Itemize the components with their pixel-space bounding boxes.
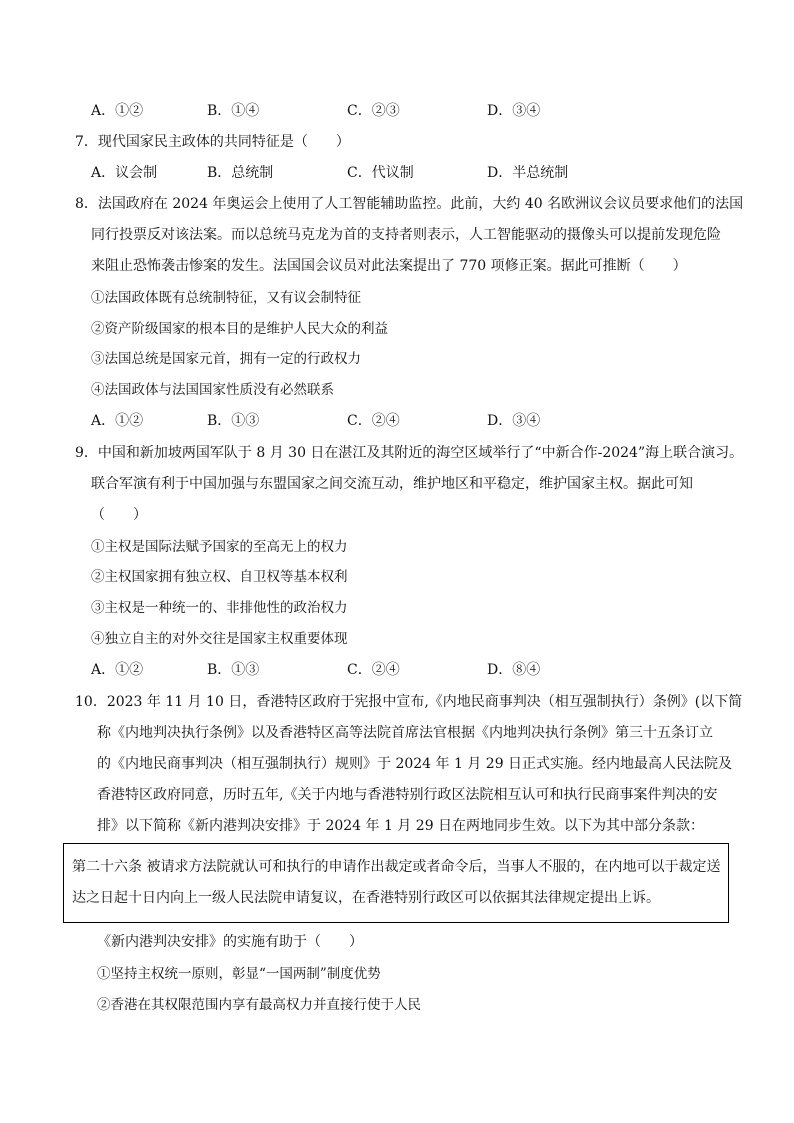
q9-stem-line: 9．中国和新加坡两国军队于 8 月 30 日在湛江及其附近的海空区域举行了“中新合作-2024”海上联合演习。 [75,445,744,461]
q8-stem-line: 来阻止恐怖袭击惨案的发生。法国国会议员对此法案提出了 770 项修正案。据此可推断（ ） [91,258,687,274]
q9-option-d: D．⑧④ [487,662,541,678]
q9-item: ④独立自主的对外交往是国家主权重要体现 [91,631,348,647]
q9-item: ①主权是国际法赋予国家的至高无上的权力 [91,539,348,555]
q7-option-c: C．代议制 [347,165,414,181]
q10-stem-line: 10．2023 年 11 月 10 日，香港特区政府于宪报中宣布,《内地民商事判决（相互强制执行）条例》(以下简 [75,694,743,710]
q7-option-b: B．总统制 [207,165,274,181]
article-box [63,843,729,923]
q10-item: ①坚持主权统一原则，彰显“一国两制”制度优势 [97,966,381,982]
q9-item: ②主权国家拥有独立权、自卫权等基本权利 [91,569,348,585]
q7-option-d: D．半总统制 [487,165,569,181]
q9-option-c: C．②④ [347,662,400,678]
q10-stem-line: 的《内地民商事判决（相互强制执行）规则》于 2024 年 1 月 29 日正式实施。经内地最高人民法院及 [97,756,733,772]
q8-item: ④法国政体与法国国家性质没有必然联系 [91,382,334,398]
q10-stem-line: 排》以下简称《新内港判决安排》于 2024 年 1 月 29 日在两地同步生效。以下为其中部分条款： [97,818,705,834]
q10-stem-line: 称《内地判决执行条例》以及香港特区高等法院首席法官根据《内地判决执行条例》第三十五条订立 [97,725,713,741]
q9-option-a: A．①② [91,662,144,678]
q10-stem-line: 香港特区政府同意，历时五年,《关于内地与香港特别行政区法院相互认可和执行民商事案件判决的安 [97,787,718,803]
q8-item: ②资产阶级国家的根本目的是维护人民大众的利益 [91,321,388,337]
q6-option-c: C．②③ [347,103,400,119]
q8-item: ③法国总统是国家元首，拥有一定的行政权力 [91,351,361,367]
q8-stem-line: 同行投票反对该法案。而以总统马克龙为首的支持者则表示，人工智能驱动的摄像头可以提前发现危险 [91,227,721,243]
q8-option-c: C．②④ [347,413,400,429]
q8-option-d: D．③④ [487,413,541,429]
q8-option-b: B．①③ [207,413,260,429]
q9-stem-line: 联合军演有利于中国加强与东盟国家之间交流互动，维护地区和平稳定，维护国家主权。据此可知 [91,476,693,492]
q7-stem: 7．现代国家民主政体的共同特征是（ ） [75,134,350,150]
q6-option-d: D．③④ [487,103,541,119]
q8-item: ①法国政体既有总统制特征，又有议会制特征 [91,290,361,306]
q6-option-a: A．①② [91,103,144,119]
q8-stem-line: 8．法国政府在 2024 年奥运会上使用了人工智能辅助监控。此前，大约 40 名欧洲议会议员要求他们的法国 [75,196,744,212]
q8-option-a: A．①② [91,413,144,429]
q7-option-a: A．议会制 [91,165,158,181]
q9-item: ③主权是一种统一的、非排他性的政治权力 [91,600,348,616]
q10-question-prompt: 《新内港判决安排》的实施有助于（ ） [97,934,363,950]
q6-option-b: B．①④ [207,103,260,119]
q9-stem-line: （ ） [91,507,147,523]
article-line: 达之日起十日内向上一级人民法院申请复议，在香港特别行政区可以依据其法律规定提出上诉。 [72,890,660,906]
q9-option-b: B．①③ [207,662,260,678]
q10-item: ②香港在其权限范围内享有最高权力并直接行使于人民 [97,997,421,1013]
article-line: 第二十六条 被请求方法院就认可和执行的申请作出裁定或者命令后，当事人不服的，在内地可以于裁定送 [72,859,721,875]
